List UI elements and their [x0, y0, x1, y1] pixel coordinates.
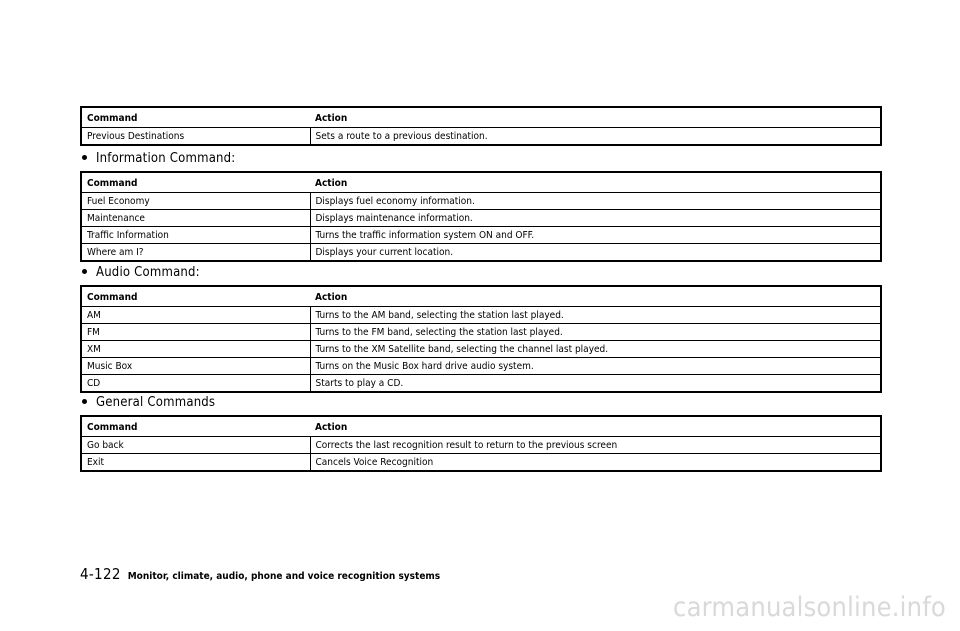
bullet-icon: [82, 155, 87, 160]
table-row: [81, 454, 881, 472]
command-cell: Fuel Economy: [81, 193, 310, 210]
table-row: [81, 307, 881, 324]
information-command-table: [80, 171, 882, 262]
column-header-action: Action: [315, 421, 348, 433]
section-heading-text: Information Command:: [96, 151, 236, 166]
column-header-command: Command: [87, 291, 138, 303]
section-heading-text: General Commands: [96, 395, 216, 410]
page-footer: [80, 564, 440, 583]
command-cell: Go back: [81, 437, 310, 454]
table-row: [81, 193, 881, 210]
general-commands-table: [80, 415, 882, 472]
action-cell: Corrects the last recognition result to return to the previous screen: [315, 439, 618, 451]
action-cell: Starts to play a CD.: [315, 377, 404, 389]
page-number: 4-122: [80, 565, 121, 583]
audio-command-heading: [82, 265, 200, 281]
bullet-icon: [82, 269, 87, 274]
command-cell: Exit: [81, 454, 310, 472]
command-cell: CD: [81, 375, 310, 393]
table-header-row: [81, 172, 881, 193]
table-row: [81, 358, 881, 375]
table-row: [81, 210, 881, 227]
command-cell: FM: [81, 324, 310, 341]
column-header-command: Command: [87, 177, 138, 189]
action-cell: Sets a route to a previous destination.: [315, 130, 488, 142]
command-cell: Traffic Information: [81, 227, 310, 244]
table-row: [81, 437, 881, 454]
table-row: [81, 375, 881, 393]
action-cell: Displays maintenance information.: [315, 212, 473, 224]
action-cell: Displays fuel economy information.: [315, 195, 475, 207]
table-header-row: [81, 107, 881, 128]
information-command-heading: [82, 151, 235, 167]
column-header-action: Action: [315, 177, 348, 189]
table-row: [81, 341, 881, 358]
bullet-icon: [82, 399, 87, 404]
table-row: [81, 244, 881, 262]
table-row: [81, 128, 881, 146]
command-cell: XM: [81, 341, 310, 358]
section-heading-text: Audio Command:: [96, 265, 200, 280]
column-header-action: Action: [315, 112, 348, 124]
action-cell: Displays your current location.: [315, 246, 454, 258]
table-header-row: [81, 286, 881, 307]
action-cell: Turns to the XM Satellite band, selecting the channel last played.: [315, 343, 609, 355]
column-header-action: Action: [315, 291, 348, 303]
table-header-row: [81, 416, 881, 437]
navigation-command-table: [80, 106, 882, 146]
column-header-command: Command: [87, 421, 138, 433]
table-row: [81, 227, 881, 244]
action-cell: Turns to the AM band, selecting the station last played.: [315, 309, 564, 321]
command-cell: Where am I?: [81, 244, 310, 262]
action-cell: Cancels Voice Recognition: [315, 456, 434, 468]
command-cell: Music Box: [81, 358, 310, 375]
action-cell: Turns on the Music Box hard drive audio system.: [315, 360, 534, 372]
column-header-command: Command: [87, 112, 138, 124]
command-cell: AM: [81, 307, 310, 324]
audio-command-table: [80, 285, 882, 393]
action-cell: Turns the traffic information system ON and OFF.: [315, 229, 535, 241]
general-commands-heading: [82, 395, 215, 411]
watermark: carmanualsonline.info: [673, 592, 946, 623]
action-cell: Turns to the FM band, selecting the station last played.: [315, 326, 563, 338]
table-row: [81, 324, 881, 341]
command-cell: Previous Destinations: [81, 128, 310, 146]
footer-title: Monitor, climate, audio, phone and voice recognition systems: [127, 571, 441, 582]
command-cell: Maintenance: [81, 210, 310, 227]
